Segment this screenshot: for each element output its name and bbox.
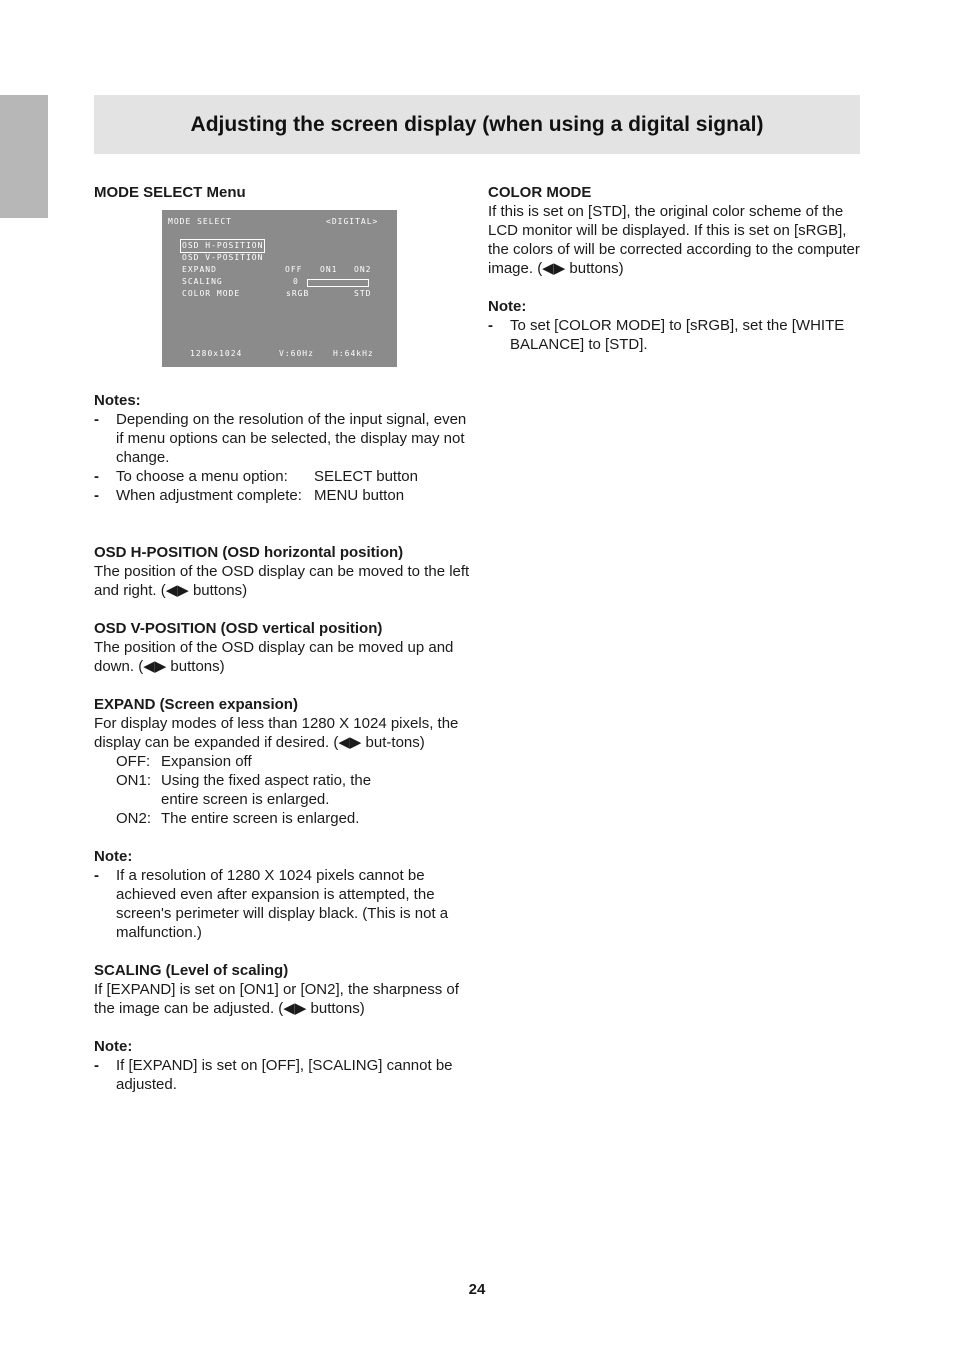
osd-footer-resolution: 1280x1024 bbox=[190, 349, 243, 358]
osd-scaling-value: 0 bbox=[293, 277, 299, 286]
option-key: ON1: bbox=[116, 772, 152, 789]
osd-menu-screenshot bbox=[162, 210, 397, 367]
option-value: The entire screen is enlarged. bbox=[161, 810, 360, 827]
osd-footer-vfreq: V:60Hz bbox=[279, 349, 314, 358]
note-text: Depending on the resolution of the input signal, even if menu options can be selected, the display may not change. bbox=[116, 411, 467, 466]
right-column bbox=[488, 183, 860, 354]
left-column bbox=[94, 183, 474, 1094]
osd-expand-on1: ON1 bbox=[320, 265, 338, 274]
notes-heading: Notes: bbox=[94, 392, 141, 409]
scaling-text: If [EXPAND] is set on [ON1] or [ON2], the sharpness of the image can be adjusted. (◀▶ buttons) bbox=[94, 981, 459, 1017]
expand-options bbox=[94, 752, 474, 828]
side-tab-marker bbox=[0, 95, 48, 218]
osd-h-position-text: The position of the OSD display can be moved to the left and right. (◀▶ buttons) bbox=[94, 563, 470, 599]
note-item bbox=[94, 866, 474, 942]
osd-item-v-position: OSD V-POSITION bbox=[182, 253, 264, 262]
osd-item-expand: EXPAND bbox=[182, 265, 217, 274]
expand-option bbox=[116, 809, 474, 828]
note-text: When adjustment complete: bbox=[116, 487, 302, 504]
option-key: ON2: bbox=[116, 810, 152, 827]
note-item bbox=[94, 486, 474, 505]
osd-footer-hfreq: H:64kHz bbox=[333, 349, 374, 358]
option-value: Expansion off bbox=[161, 753, 252, 770]
note-item bbox=[94, 467, 474, 486]
option-value: Using the fixed aspect ratio, the entire screen is enlarged. bbox=[161, 772, 372, 808]
osd-color-std: STD bbox=[354, 289, 372, 298]
color-mode-heading: COLOR MODE bbox=[488, 184, 592, 201]
osd-item-scaling: SCALING bbox=[182, 277, 223, 286]
osd-color-srgb: sRGB bbox=[286, 289, 310, 298]
note-value: MENU button bbox=[314, 487, 405, 504]
mode-select-heading: MODE SELECT Menu bbox=[94, 184, 246, 201]
osd-title-left: MODE SELECT bbox=[168, 217, 232, 226]
osd-v-position-heading: OSD V-POSITION (OSD vertical position) bbox=[94, 620, 383, 637]
osd-item-h-position: OSD H-POSITION bbox=[182, 241, 264, 250]
note-item bbox=[488, 316, 860, 354]
expand-option bbox=[116, 771, 474, 809]
color-mode-note-list bbox=[488, 316, 860, 354]
expand-note-heading: Note: bbox=[94, 848, 133, 865]
color-mode-text: If this is set on [STD], the original color scheme of the LCD monitor will be displayed. If this is set on [sRGB], the colors of will be corrected according to the computer image. (◀▶ buttons) bbox=[488, 203, 860, 277]
notes-list bbox=[94, 410, 474, 505]
note-item bbox=[94, 410, 474, 467]
osd-h-position-heading: OSD H-POSITION (OSD horizontal position) bbox=[94, 544, 404, 561]
osd-v-position-text: The position of the OSD display can be moved up and down. (◀▶ buttons) bbox=[94, 639, 454, 675]
osd-item-color-mode: COLOR MODE bbox=[182, 289, 241, 298]
note-text: To choose a menu option: bbox=[116, 468, 288, 485]
scaling-note-list bbox=[94, 1056, 474, 1094]
page-number: 24 bbox=[468, 1281, 486, 1298]
osd-scaling-bar bbox=[307, 279, 369, 287]
option-key: OFF: bbox=[116, 753, 151, 770]
scaling-heading: SCALING (Level of scaling) bbox=[94, 962, 289, 979]
note-item bbox=[94, 1056, 474, 1094]
note-text: If a resolution of 1280 X 1024 pixels cannot be achieved even after expansion is attempted, the screen's perimeter will display black. (This is not a malfunction.) bbox=[116, 867, 449, 941]
expand-option bbox=[116, 752, 474, 771]
scaling-note-heading: Note: bbox=[94, 1038, 133, 1055]
note-value: SELECT button bbox=[314, 468, 418, 485]
color-mode-note-heading: Note: bbox=[488, 298, 527, 315]
page-title: Adjusting the screen display (when using a digital signal) bbox=[190, 113, 764, 136]
note-text: If [EXPAND] is set on [OFF], [SCALING] cannot be adjusted. bbox=[116, 1057, 453, 1093]
note-text: To set [COLOR MODE] to [sRGB], set the [WHITE BALANCE] to [STD]. bbox=[510, 317, 845, 353]
osd-expand-on2: ON2 bbox=[354, 265, 372, 274]
expand-heading: EXPAND (Screen expansion) bbox=[94, 696, 298, 713]
osd-title-right: <DIGITAL> bbox=[326, 217, 379, 226]
expand-text: For display modes of less than 1280 X 1024 pixels, the display can be expanded if desired. (◀▶ but-tons) bbox=[94, 715, 459, 751]
title-banner bbox=[94, 95, 860, 154]
expand-note-list bbox=[94, 866, 474, 942]
osd-expand-off: OFF bbox=[285, 265, 303, 274]
